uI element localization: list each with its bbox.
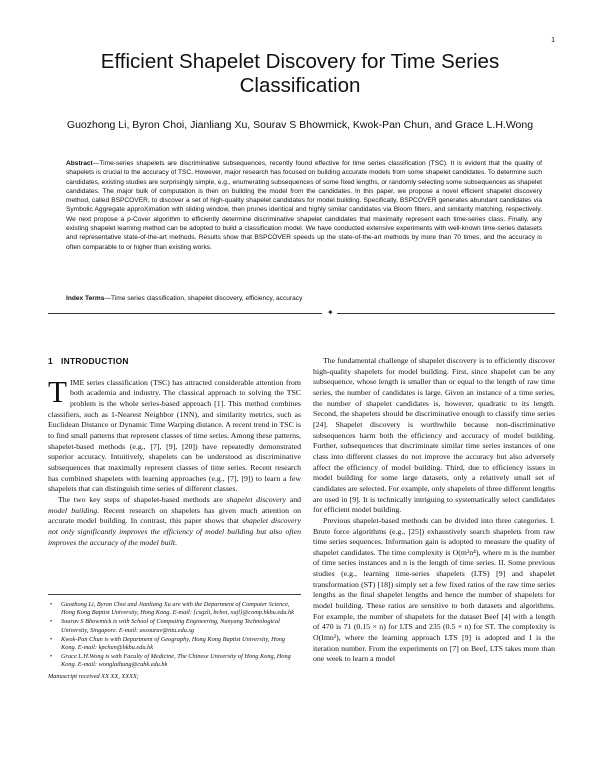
footnote-text: Grace L.H.Wong is with Faculty of Medicine, The Chinese University of Hong Kong, Hong Kong. E-mail: wonglaihung@cuhk.edu.hk: [61, 653, 291, 669]
intro-p2-and: and: [286, 494, 301, 504]
author-list: Guozhong Li, Byron Choi, Jianliang Xu, Sourav S Bhowmick, Kwok-Pan Chun, and Grace L.H.Wong: [66, 119, 534, 131]
footnote: [48, 636, 301, 652]
footnote-text: Sourav S Bhowmick is with School of Computing Engineering, Nanyang Technological University, Singapore. E-mail: assourav@ntu.edu.sg: [61, 618, 280, 634]
footnote: [48, 653, 301, 669]
intro-p2-emphasis-2: model building: [48, 505, 98, 515]
intro-p2-emphasis-1: shapelet discovery: [226, 494, 287, 504]
intro-paragraph-1: [48, 373, 301, 495]
abstract-text: —Time-series shapelets are discriminative subsequences, recently found effective for time series classification (TSC). It is evident that the quality of shapelets is crucial to the accuracy of TSC. However, major research has focused on building accurate models from some shapelet candidates. To determine such candidates, existing studies are surprisingly simple, e.g., enumerating subsequences of some fixed lengths, or randomly selecting some subsequences as shapelet candidates. The major bulk of computation is then on building the model from the candidates. In this paper, we propose a novel efficient shapelet discovery method, called BSPCOVER, to discover a set of high-quality shapelet candidates for model building. Specifically, BSPCOVER generates abundant candidates via Symbolic Aggregate approXimation with sliding window, then prunes identical and highly similar candidates via Bloom filters, and similarity matching, respectively. We next propose a p-Cover algorithm to efficiently determine discriminative shapelet candidates that maximally represent each time-series class. Finally, any existing shapelet learning method can be adopted to build a classification model. We have conducted extensive experiments with well-known time-series datasets and representative state-of-the-art methods. Results show that BSPCOVER speeds up the state-of-the-art methods by more than 70 times, and the accuracy is often comparable to or higher than existing works.: [66, 160, 542, 251]
section-title: INTRODUCTION: [60, 356, 129, 366]
index-terms-label: Index Terms: [66, 295, 105, 302]
intro-paragraph-1-text: IME series classification (TSC) has attracted considerable attention from both academia and industry. The classical approach to solving the TSC problem is the whole series-based approach [1]. This method combines classifiers, such as 1-Nearest Neighbor (1NN), and similarity metrics, such as Euclidean Distance or Dynamic Time Warping distance. A recent trend in TSC is to find small patterns that represent classes of time series. Among these patterns, shapelet-based methods (e.g., [7], [9], [20]) have repeatedly demonstrated superior accuracy. Intuitively, shapelets can be understood as discriminative subsequences that maximally represent classes of time series. Recent research has combined shapelets with learning approaches (e.g., [7], [9]) to learn a few shapelets that can distinguish time series of different classes.: [48, 377, 301, 494]
bullet-icon: •: [50, 635, 53, 643]
bullet-icon: •: [50, 618, 53, 626]
abstract: [66, 159, 542, 252]
intro-p2-mid: . Recent research on shapelets has given much attention on accurate model building. In contrast, this paper shows that: [48, 505, 301, 526]
intro-p2-emphasis-3: shapelet discovery not only significantly improves the efficiency of model building but also often improves the accuracy of the model built: [48, 516, 301, 547]
page-number: 1: [551, 37, 555, 44]
footnotes: [48, 594, 301, 681]
intro-p2-end: .: [175, 537, 177, 547]
manuscript-note: Manuscript received XX XX, XXXX;: [48, 672, 139, 680]
right-paragraph-1: The fundamental challenge of shapelet discovery is to efficiently discover high-quality shapelets for model building. First, since shapelet can be any subsequence, whose length is smaller than or equal to the length of raw time series, the number of candidates is large. Given an instance of a time series, the number of shapelet candidates is, however, quadratic to its length. Second, the shapelets should be discriminative enough to classify time series [24]. Shapelet discovery is worthwhile because non-discriminative subsequences harm both the efficiency and accuracy of model building. Further, subsequences that discriminate similar time series instances of one class into different classes do not improve the accuracy but also adversely affect the efficiency of model building. Third, due to efficiency issues in model building for some large datasets, only a relatively small set of candidates are selected. For example, only shapelets of three different lengths are used in [9]. It is technically intriguing to systematically select candidates for efficient model building.: [313, 356, 555, 515]
paper-title: Efficient Shapelet Discovery for Time Series Classification: [100, 50, 500, 97]
intro-p2-start: The two key steps of shapelet-based methods are: [58, 494, 227, 504]
abstract-label: Abstract: [66, 160, 93, 167]
divider-line-right: [337, 313, 555, 314]
bullet-icon: •: [50, 601, 53, 608]
section-number: 1: [48, 356, 53, 366]
left-column: [48, 356, 301, 548]
divider-line-left: [48, 313, 322, 314]
footnote: [48, 601, 301, 617]
footnote-text: Kwok-Pan Chun is with Department of Geography, Hong Kong Baptist University, Hong Kong. E-mail: kpchun@hkbu.edu.hk: [61, 635, 286, 652]
index-terms: [66, 294, 542, 303]
divider-diamond-icon: ✦: [327, 308, 334, 317]
intro-paragraph-2: [48, 495, 301, 548]
footnote-text: Guozhong Li, Byron Choi and Jianliang Xu are with the Department of Computer Science, Hong Kong Baptist University, Hong Kong. E-mail: {csgzli, bchoi, xujl}@comp.hkbu.edu.hk: [61, 601, 294, 617]
right-column: [313, 356, 555, 665]
right-paragraph-2: Previous shapelet-based methods can be divided into three categories. I. Brute force algorithms (e.g., [25]) exhaustively search shapelets from raw time series sequences. Information gain is adopted to measure the quality of shapelet candidates. The time complexity is O(m²n⁴), where m is the number of time series instances and n is the length of time series. II. Some previous studies (e.g., learning time-series shapelets (LTS) [9] and shapelet transformation (ST) [18]) simply set a few fixed ratios of the raw time series lengths as the final shapelet lengths and hence the number of shapelets for model building. These ratios are sensitive to both datasets and algorithms. For example, the number of shapelets for the dataset Beef [4] with a length of 470 is 71 (0.15 × n) for LTS and 235 (0.5 × n) for ST. The complexity is O(Imn²), where the learning approach LTS [9] is adopted and I is the iteration number. From the experiments on [7] on Beef, LTS takes more than one week to learn a model: [313, 515, 555, 664]
index-terms-text: —Time series classification, shapelet discovery, efficiency, accuracy: [104, 295, 303, 302]
bullet-icon: •: [50, 653, 53, 661]
section-heading: [48, 356, 301, 367]
footnote: [48, 618, 301, 634]
drop-cap: T: [48, 373, 67, 409]
